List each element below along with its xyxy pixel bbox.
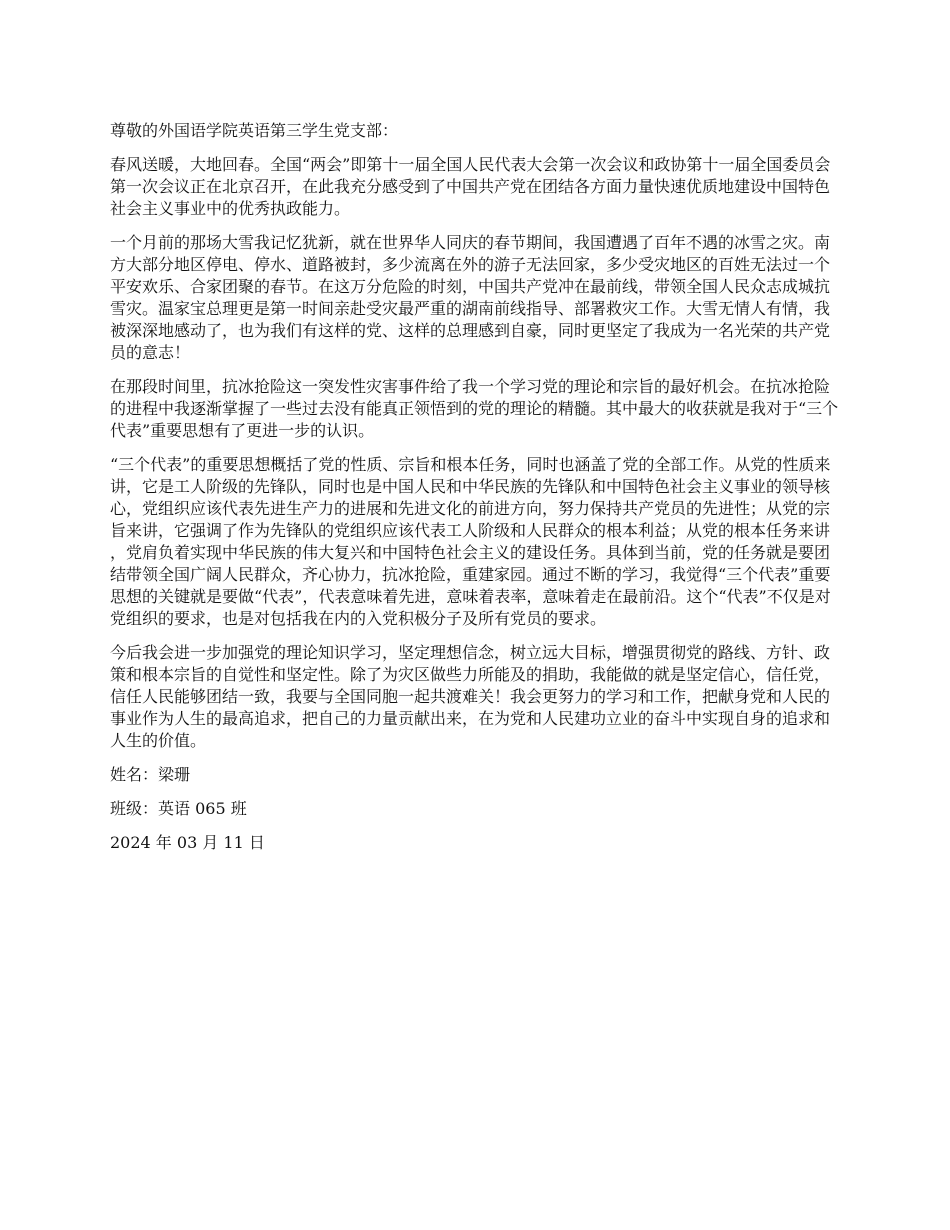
date-line: 2024 年 03 月 11 日 [110,833,265,852]
paragraph-1: 春风送暖，大地回春。全国“两会”即第十一届全国人民代表大会第一次会议和政协第十一届全国委员会第一次会议正在北京召开，在此我充分感受到了中国共产党在团结各方面力量快速优质地建设中国特色社会主义事业中的优秀执政能力。 [110,155,831,218]
paragraph-2: 一个月前的那场大雪我记忆犹新，就在世界华人同庆的春节期间，我国遭遇了百年不遇的冰雪之灾。南方大部分地区停电、停水、道路被封，多少流离在外的游子无法回家，多少受灾地区的百姓无法过一个平安欢乐、合家团聚的春节。在这万分危险的时刻，中国共产党冲在最前线，带领全国人民众志成城抗雪灾。温家宝总理更是第一时间亲赴受灾最严重的湖南前线指导、部署救灾工作。大雪无情人有情，我被深深地感动了，也为我们有这样的党、这样的总理感到自豪，同时更坚定了我成为一名光荣的共产党员的意志！ [110,233,831,362]
paragraph-5: 今后我会进一步加强党的理论知识学习，坚定理想信念，树立远大目标，增强贯彻党的路线、方针、政策和根本宗旨的自觉性和坚定性。除了为灾区做些力所能及的捐助，我能做的就是坚定信心，信任党，信任人民能够团结一致，我要与全国同胞一起共渡难关！我会更努力的学习和工作，把献身党和人民的事业作为人生的最高追求，把自己的力量贡献出来，在为党和人民建功立业的奋斗中实现自身的追求和人生的价值。 [110,643,831,750]
letter-body [110,120,840,854]
paragraph-4: “三个代表”的重要思想概括了党的性质、宗旨和根本任务，同时也涵盖了党的全部工作。从党的性质来讲，它是工人阶级的先锋队，同时也是中国人民和中华民族的先锋队和中国特色社会主义事业的领导核心，党组织应该代表先进生产力的进展和先进文化的前进方向，努力保持共产党员的先进性；从党的宗旨来讲，它强调了作为先锋队的党组织应该代表工人阶级和人民群众的根本利益；从党的根本任务来讲，党肩负着实现中华民族的伟大复兴和中国特色社会主义的建设任务。具体到当前，党的任务就是要团结带领全国广阔人民群众，齐心协力，抗冰抢险，重建家园。通过不断的学习，我觉得“三个代表”重要思想的关键就是要做“代表”，代表意味着先进，意味着表率，意味着走在最前沿。这个“代表”不仅是对党组织的要求，也是对包括我在内的入党积极分子及所有党员的要求。 [110,455,831,628]
name-line: 姓名：梁珊 [110,765,191,784]
paragraph-3: 在那段时间里，抗冰抢险这一突发性灾害事件给了我一个学习党的理论和宗旨的最好机会。在抗冰抢险的进程中我逐渐掌握了一些过去没有能真正领悟到的党的理论的精髓。其中最大的收获就是我对于“三个代表”重要思想有了更进一步的认识。 [110,377,839,440]
salutation: 尊敬的外国语学院英语第三学生党支部： [110,121,399,140]
class-line: 班级：英语 065 班 [110,799,247,818]
